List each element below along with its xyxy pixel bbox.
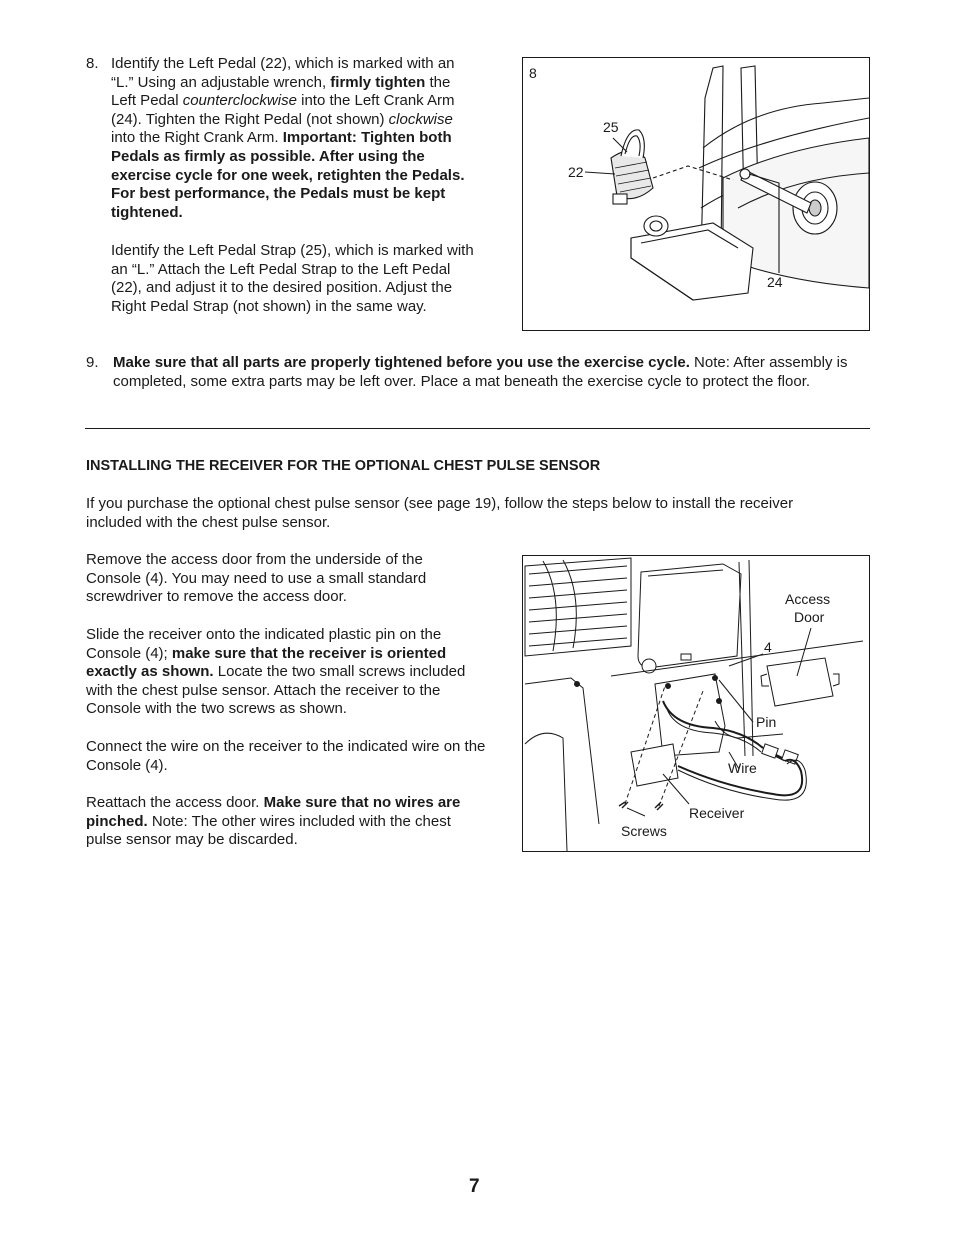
figure-8-pedal-diagram bbox=[522, 57, 870, 331]
section-intro: If you purchase the optional chest pulse sensor (see page 19), follow the steps below to install the receiver included with the chest pulse sensor. bbox=[86, 495, 794, 531]
callout-access-door-line2: Door bbox=[794, 609, 825, 625]
page-number: 7 bbox=[469, 1176, 480, 1197]
section-divider bbox=[85, 428, 870, 429]
step-9-number: 9. bbox=[86, 354, 99, 371]
step-8-paragraph-2: Identify the Left Pedal Strap (25), which is marked with an “L.” Attach the Left Pedal Strap to the Left Pedal (22), and adjust it to the desired position. Adjust the Right Pedal Strap (not shown) in the same way. bbox=[111, 242, 474, 315]
callout-receiver: Receiver bbox=[689, 805, 745, 821]
receiver-paragraph-3: Connect the wire on the receiver to the indicated wire on the Console (4). bbox=[86, 738, 486, 774]
callout-pin: Pin bbox=[756, 714, 777, 730]
callout-24-crank-arm: 24 bbox=[767, 274, 783, 290]
receiver-paragraph-1: Remove the access door from the underside of the Console (4). You may need to use a small standard screwdriver to remove the access door. bbox=[86, 551, 427, 606]
section-heading: INSTALLING THE RECEIVER FOR THE OPTIONAL CHEST PULSE SENSOR bbox=[86, 458, 601, 474]
callout-22-left-pedal: 22 bbox=[568, 164, 584, 180]
callout-screws: Screws bbox=[621, 823, 667, 839]
step-8-number: 8. bbox=[86, 55, 99, 72]
callout-console-4: 4 bbox=[764, 639, 772, 655]
figure-8-label: 8 bbox=[529, 65, 537, 81]
figure-receiver-diagram bbox=[522, 555, 870, 852]
receiver-paragraph-2: Slide the receiver onto the indicated plastic pin on the Console (4); make sure that the receiver is oriented exactly as shown. Locate the two small screws included with the chest pulse sensor. Attach the receiver to the Console with the two screws as shown. bbox=[86, 626, 466, 718]
receiver-paragraph-4: Reattach the access door. Make sure that no wires are pinched. Note: The other wires included with the chest pulse sensor may be discarded. bbox=[86, 794, 461, 849]
callout-25-pedal-strap: 25 bbox=[603, 119, 619, 135]
step-8-paragraph-1: Identify the Left Pedal (22), which is marked with an “L.” Using an adjustable wrench, firmly tighten the Left Pedal counterclockwise into the Left Crank Arm (24). Tighten the Right Pedal (not shown) clockwise into the Right Crank Arm. Important: Tighten both Pedals as firmly as possible. After using the exercise cycle for one week, retighten the Pedals. For best performance, the Pedals must be kept tightened. bbox=[111, 55, 465, 221]
step-9-paragraph: Make sure that all parts are properly tightened before you use the exercise cycle. Note: After assembly is completed, some extra parts may be left over. Place a mat beneath the exercise cycle to protect the floor. bbox=[113, 354, 848, 390]
figure-8-illustration bbox=[523, 58, 869, 330]
callout-access-door-line1: Access bbox=[785, 591, 831, 607]
callout-wire: Wire bbox=[728, 760, 757, 776]
